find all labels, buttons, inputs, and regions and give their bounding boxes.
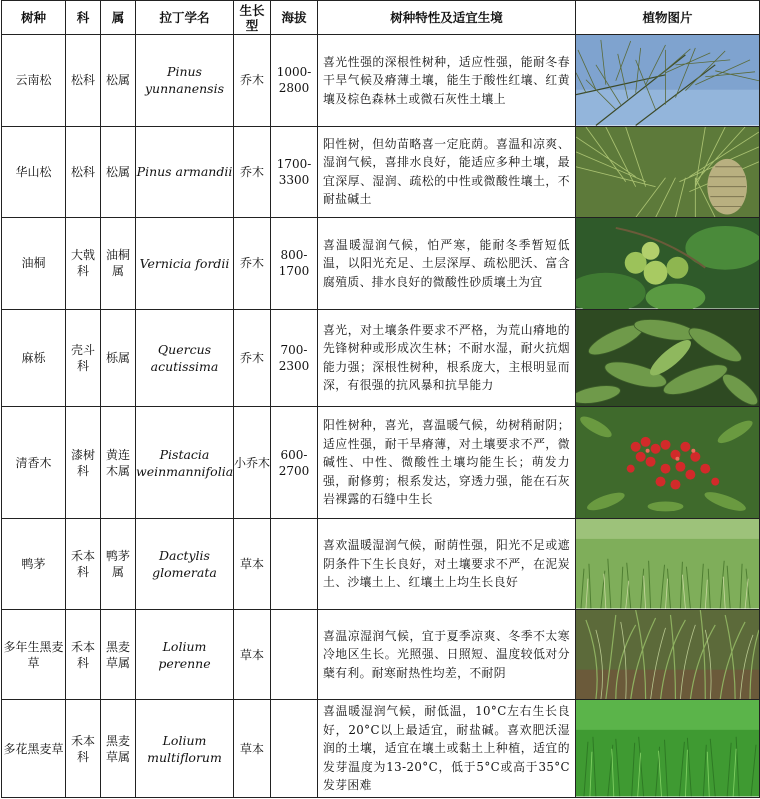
- cell-latin: Dactylis glomerata: [136, 519, 234, 610]
- table-row: [2, 35, 760, 127]
- header-traits: 树种特性及适宜生境: [318, 1, 576, 35]
- cell-genus: 黑麦草属: [101, 609, 136, 700]
- header-genus: 属: [101, 1, 136, 35]
- cell-genus: 松属: [101, 35, 136, 127]
- cell-altitude: 1700-3300: [271, 126, 318, 218]
- cell-traits: 喜光，对土壤条件要求不严格，为荒山瘠地的先锋树种或形成次生林；不耐水湿，耐火抗烟能力强；深根性树种，根系庞大，主根明显而深，有很强的抗风暴和抗旱能力: [318, 309, 576, 406]
- tung-fruit-photo: [576, 218, 759, 309]
- cell-altitude: [271, 700, 318, 798]
- cell-form: 乔木: [234, 126, 271, 218]
- cell-image: [576, 218, 760, 310]
- cell-form: 乔木: [234, 35, 271, 127]
- cell-traits: 阳性树，但幼苗略喜一定庇荫。喜温和凉爽、湿润气候，喜排水良好，能适应多种土壤，最宜深厚、湿润、疏松的中性或微酸性壤土，不耐盐碱土: [318, 126, 576, 218]
- cell-name: 多花黑麦草: [2, 700, 66, 798]
- cell-form: 乔木: [234, 218, 271, 310]
- cell-form: 小乔木: [234, 406, 271, 518]
- header-row: [2, 1, 760, 35]
- cell-family: 漆树科: [66, 406, 101, 518]
- cell-form: 乔木: [234, 309, 271, 406]
- grass-field-photo: [576, 519, 759, 609]
- table-row: [2, 309, 760, 406]
- pine-needles-photo: [576, 35, 759, 126]
- green-grass-photo: [576, 700, 759, 796]
- cell-latin: Lolium perenne: [136, 609, 234, 700]
- cell-image: [576, 406, 760, 518]
- oak-leaves-photo: [576, 310, 759, 406]
- cell-genus: 鸭茅属: [101, 519, 136, 610]
- cell-form: 草本: [234, 519, 271, 610]
- cell-form: 草本: [234, 609, 271, 700]
- cell-traits: 喜欢温暖湿润气候，耐荫性强，阳光不足或遮阴条件下生长良好，对土壤要求不严，在泥炭土、沙壤土上、红壤土上均生长良好: [318, 519, 576, 610]
- cell-genus: 黄连木属: [101, 406, 136, 518]
- cell-form: 草本: [234, 700, 271, 798]
- cell-name: 多年生黑麦草: [2, 609, 66, 700]
- cell-latin: Pinus armandii: [136, 126, 234, 218]
- cell-altitude: [271, 609, 318, 700]
- cell-traits: 阳性树种，喜光，喜温暖气候，幼树稍耐阴；适应性强，耐干旱瘠薄，对土壤要求不严，微碱性、中性、微酸性土壤均能生长；萌发力强，耐修剪；根系发达，穿透力强，能在石灰岩裸露的石缝中生长: [318, 406, 576, 518]
- cell-name: 清香木: [2, 406, 66, 518]
- cell-traits: 喜温暖湿润气候，怕严寒，能耐冬季暂短低温，以阳光充足、土层深厚、疏松肥沃、富含腐殖质、排水良好的微酸性砂质壤土为宜: [318, 218, 576, 310]
- header-family: 科: [66, 1, 101, 35]
- table-row: [2, 700, 760, 798]
- table-row: [2, 218, 760, 310]
- cell-latin: Vernicia fordii: [136, 218, 234, 310]
- cell-genus: 油桐属: [101, 218, 136, 310]
- cell-name: 油桐: [2, 218, 66, 310]
- header-form: 生长型: [234, 1, 271, 35]
- cell-name: 华山松: [2, 126, 66, 218]
- cell-genus: 黑麦草属: [101, 700, 136, 798]
- ryegrass-clump-photo: [576, 610, 759, 700]
- cell-name: 鸭茅: [2, 519, 66, 610]
- table-row: [2, 609, 760, 700]
- cell-altitude: [271, 519, 318, 610]
- cell-latin: Lolium multiflorum: [136, 700, 234, 798]
- cell-traits: 喜光性强的深根性树种，适应性强，能耐冬春干旱气候及瘠薄土壤，能生于酸性红壤、红黄壤及棕色森林土或微石灰性土壤上: [318, 35, 576, 127]
- cell-altitude: 600-2700: [271, 406, 318, 518]
- header-image: 植物图片: [576, 1, 760, 35]
- cell-traits: 喜温凉湿润气候，宜于夏季凉爽、冬季不太寒冷地区生长。光照强、日照短、温度较低对分蘖有利。耐寒耐热性均差，不耐阴: [318, 609, 576, 700]
- cell-name: 云南松: [2, 35, 66, 127]
- cell-family: 大戟科: [66, 218, 101, 310]
- cell-traits: 喜温暖湿润气候，耐低温，10°C左右生长良好，20°C以上最适宜，耐盐碱。喜欢肥沃湿润的土壤，适宜在壤土或黏土上种植，适宜的发芽温度为13-20°C，低于5°C或高于35°C发芽困难: [318, 700, 576, 798]
- header-tree: 树种: [2, 1, 66, 35]
- cell-latin: Pistacia weinmannifolia: [136, 406, 234, 518]
- table-row: [2, 519, 760, 610]
- cell-family: 壳斗科: [66, 309, 101, 406]
- cell-family: 禾本科: [66, 700, 101, 798]
- cell-altitude: 1000-2800: [271, 35, 318, 127]
- cell-latin: Quercus acutissima: [136, 309, 234, 406]
- cell-image: [576, 700, 760, 798]
- cell-image: [576, 609, 760, 700]
- pine-cone-photo: [576, 127, 759, 218]
- cell-altitude: 800-1700: [271, 218, 318, 310]
- cell-image: [576, 35, 760, 127]
- header-altitude: 海拔: [271, 1, 318, 35]
- cell-family: 松科: [66, 35, 101, 127]
- header-latin: 拉丁学名: [136, 1, 234, 35]
- cell-family: 松科: [66, 126, 101, 218]
- cell-altitude: 700-2300: [271, 309, 318, 406]
- table-row: [2, 126, 760, 218]
- species-table: [1, 0, 760, 798]
- cell-image: [576, 126, 760, 218]
- cell-genus: 栎属: [101, 309, 136, 406]
- cell-genus: 松属: [101, 126, 136, 218]
- cell-image: [576, 519, 760, 610]
- red-berries-photo: [576, 407, 759, 518]
- cell-name: 麻栎: [2, 309, 66, 406]
- cell-latin: Pinus yunnanensis: [136, 35, 234, 127]
- cell-family: 禾本科: [66, 609, 101, 700]
- table-row: [2, 406, 760, 518]
- cell-family: 禾本科: [66, 519, 101, 610]
- cell-image: [576, 309, 760, 406]
